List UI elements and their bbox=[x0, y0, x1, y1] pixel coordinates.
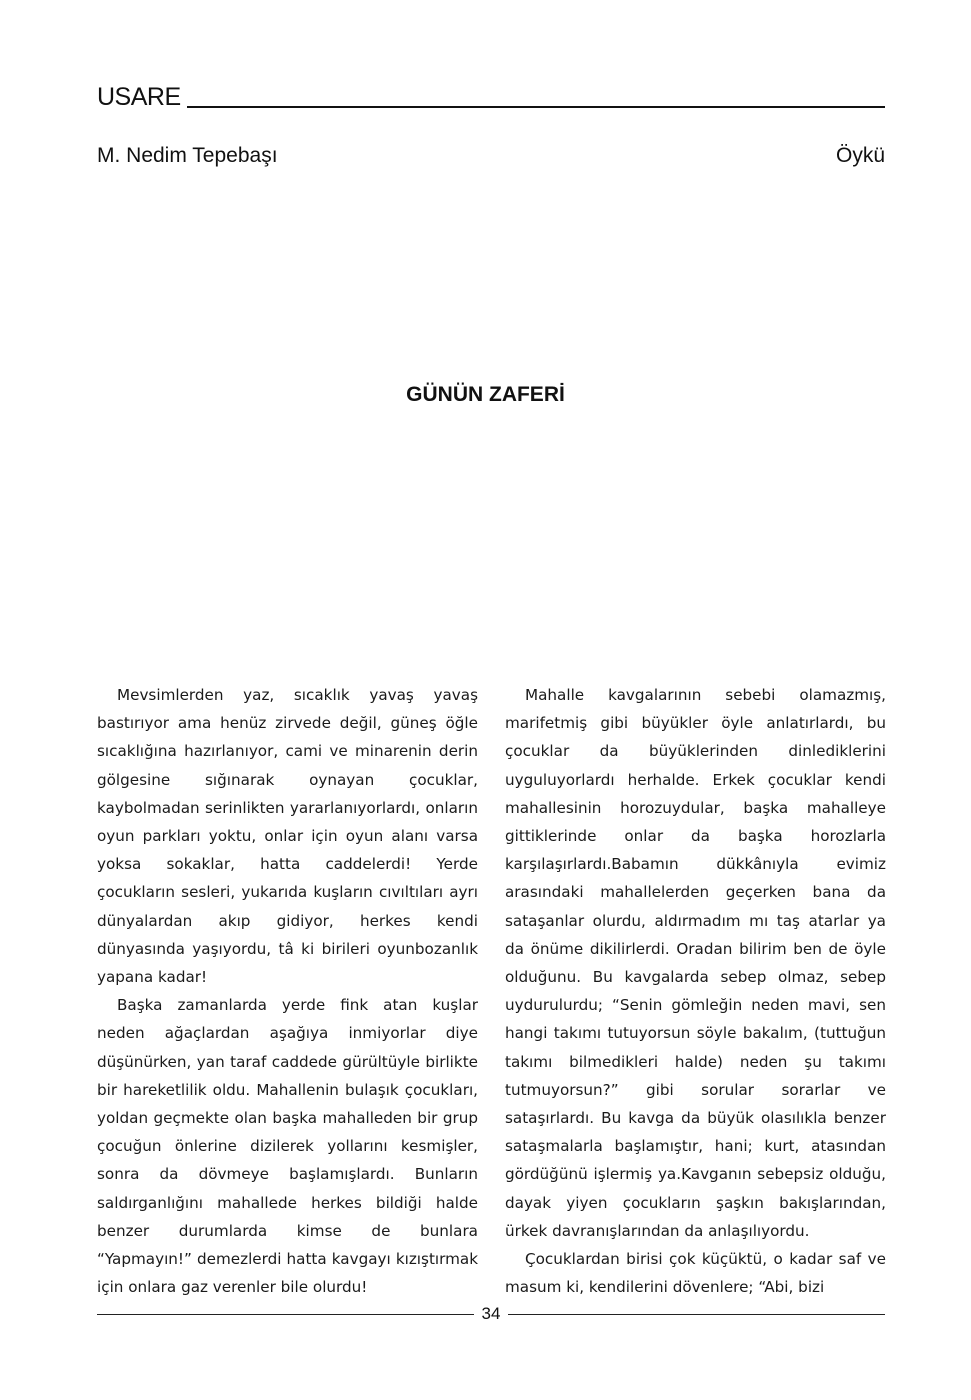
paragraph: Mevsimlerden yaz, sıcaklık yavaş yavaş bastırıyor ama henüz zirvede değil, güneş öğle sıcaklığına hazırlanıyor, cami ve minarenin derin gölgesine sığınarak oynayan çocuklar, kaybolmadan serinlikten yararlanıyorlardı, onların oyun parkları yoktu, onlar için oyun alanı varsa yoksa sokaklar, hatta caddelerdi! Yerde çocukların sesleri, yukarıda kuşların cıvıltıları ayrı dünyalardan akıp gidiyor, herkes kendi dünyasında yaşıyordu, tâ ki birileri oyunbozanlık yapana kadar! bbox=[97, 686, 478, 987]
footer-rule-right bbox=[508, 1314, 885, 1315]
author-name: M. Nedim Tepebaşı bbox=[97, 144, 278, 167]
journal-name: USARE bbox=[97, 83, 181, 111]
footer-rule-left bbox=[97, 1314, 474, 1315]
page-number: 34 bbox=[481, 1304, 501, 1323]
running-header bbox=[97, 82, 885, 110]
paragraph: Çocuklardan birisi çok küçüktü, o kadar saf ve masum ki, kendilerini dövenlere; “Abi, bizi bbox=[505, 1250, 886, 1297]
header-rule bbox=[187, 106, 885, 108]
paragraph: Mahalle kavgalarının sebebi olamazmış, marifetmiş gibi büyükler öyle anlatırlardı, bu çocuklar da büyüklerinden dinlediklerini uyguluyorlardı herhalde. Erkek çocuklar kendi mahallesinin horozuydular, başka mahalleye gittiklerinde onlar da başka horozlarla karşılaşırlardı.Babamın dükkânıyla evimiz arasındaki mahallelerden geçerken bana da sataşanlar olurdu, aldırmadım mı taş atarlar ya da önüme dikilirlerdi. Oradan bilirim ben de öyle olduğunu. Bu kavgalarda sebep olmaz, sebep uydurulurdu; “Senin gömleğin neden mavi, sen hangi takımı tutuyorsun söyle bakalım, (tuttuğun takımı bilmedikleri halde) neden şu takımı tutmuyorsun?” gibi sorular sorarlar ve sataşırlardı. Bu kavga da büyük olasılıkla benzer sataşmalarla başlamıştır, hani; kurt, atasından gördüğünü işlermiş ya.Kavganın sebepsiz olduğu, dayak yiyen çocukların şaşkın bakışlarından, ürkek davranışlarından da anlaşılıyordu. bbox=[505, 686, 886, 1240]
page-footer bbox=[97, 1302, 885, 1326]
story-title: GÜNÜN ZAFERİ bbox=[406, 383, 565, 406]
left-column bbox=[97, 681, 478, 1306]
genre-label: Öykü bbox=[835, 144, 885, 167]
paragraph: Başka zamanlarda yerde fink atan kuşlar neden ağaçlardan aşağıya inmiyorlar diye düşünürken, yan taraf caddede gürültüyle birlikte bir hareketlilik oldu. Mahallenin bulaşık çocukları, yoldan geçmekte olan başka mahalleden bir grup çocuğun önlerine dizilerek yollarını kesmişler, sonra da dövmeye başlamışlardı. Bunların saldırganlığını mahallede herkes bildiği halde benzer durumlarda kimse de bunlara “Yapmayın!” demezlerdi hatta kavgayı kızıştırmak için onlara gaz verenler bile olurdu! bbox=[97, 996, 478, 1297]
right-column bbox=[505, 681, 886, 1306]
